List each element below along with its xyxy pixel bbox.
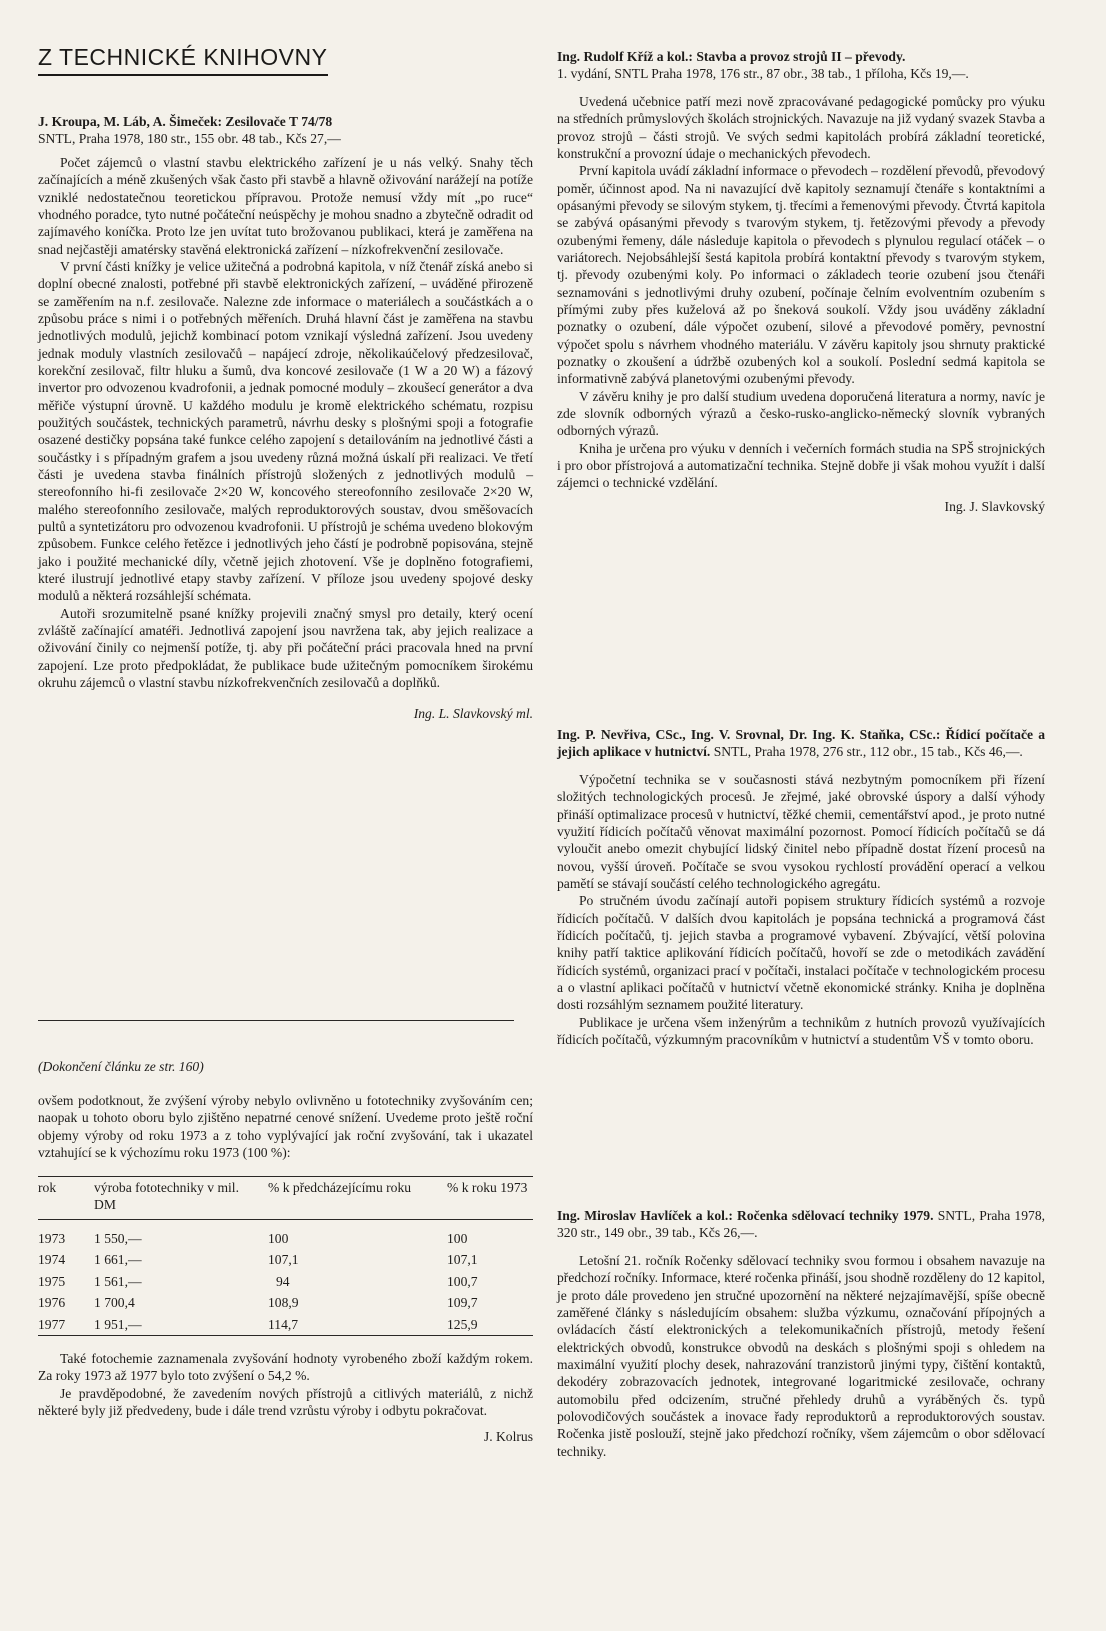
review-paragraph: První kapitola uvádí základní informace o převodech – rozdělení převodů, převodový poměr, účinnost apod. Na ni navazující dvě kapitoly seznamují čtenáře s kontaktními a opásanými převody se silovým stykem, tj. třecími a řemenovými převody. Čtvrtá kapitola se zabývá opásanými převody s tvarovým stykem, tj. řetězovými převody a převody ozubenými řemeny, dále následuje kapitola o převodech s plynulou regulací otáček – o variátorech. Nejobsáhlejší šestá kapitola probírá kontaktní převody s tvarovým stykem, tj. převody ozubenými koly. Po informaci o základech teorie ozubení jsou čtenáři seznamováni s jednotlivými druhy ozubení, počínaje čelním evolventním ozubením s přímými zuby přes kuželová až po šneková soukolí. Vždy jsou uváděny základní poznatky o ozubení, dále výpočet ozubení, silové a převodové poměry, pevnostní výpočet spolu s návrhem vhodného materiálu. V závěru kapitoly jsou shrnuty praktické poznatky o zkoušení a údržbě ozubených kol a soukolí. Poslední sedmá kapitola se informativně zabývá planetovými ozubenými převody. — [557, 163, 1045, 387]
table-cell: 1 951,— — [94, 1316, 142, 1332]
review-heading — [557, 48, 1045, 65]
table-header-cell: výroba fototechniky v mil. DM — [94, 1177, 268, 1220]
review-paragraph: Publikace je určena všem inženýrům a technikům z hutních provozů využívajících řídicích počítačů, výzkumným pracovníkům v hutnictví a studentům VŠ v tomto oboru. — [557, 1014, 1045, 1047]
table-row — [38, 1228, 533, 1250]
review-zesilovace — [38, 113, 533, 723]
review-authors-title: Ing. Rudolf Kříž a kol.: Stavba a provoz strojů II – převody. — [557, 49, 906, 64]
review-authors-title: Ing. Miroslav Havlíček a kol.: Ročenka sdělovací techniky 1979. — [557, 1208, 934, 1223]
continuation-paragraph: Také fotochemie zaznamenala zvyšování hodnoty vyrobeného zboží každým rokem. Za roky 1973 až 1977 bylo toto zvýšení o 54,2 %. — [38, 1351, 533, 1384]
continuation-intro: ovšem podotknout, že zvýšení výroby nebylo ovlivněno u fototechniky zvyšováním cen; naopak u tohoto oboru bylo zjištěno nepatrné cenové snížení. Uvedeme proto ještě roční objemy výroby od roku 1973 a z toho vyplývající jak roční zvyšování, tak i ukazatel vztahující se k výchozímu roku 1973 (100 %): — [38, 1093, 533, 1161]
review-ridici-pocitace — [557, 726, 1045, 1048]
review-rocenka — [557, 1207, 1045, 1460]
table-cell: 1975 — [38, 1273, 66, 1289]
review-signature: Ing. L. Slavkovský ml. — [413, 706, 533, 722]
review-paragraph: Uvedená učebnice patří mezi nově zpracovávané pedagogické pomůcky pro výuku na středních průmyslových školách strojnických. Navazuje na již vydaný svazek Stavba a provoz strojů – části strojů. Ve svých sedmi kapitolách probírá základní teoretické, konstrukční a provozní údaje o mechanických převodech. — [557, 93, 1045, 161]
table-cell: 1 700,4 — [94, 1295, 135, 1311]
table-header-cell: rok — [38, 1177, 94, 1220]
table-cell: 94 — [276, 1273, 290, 1289]
table-cell: 107,1 — [447, 1252, 478, 1268]
table-cell: 1976 — [38, 1295, 66, 1311]
review-signature: Ing. J. Slavkovský — [944, 498, 1045, 514]
table-cell: 109,7 — [447, 1295, 478, 1311]
review-paragraph: Autoři srozumitelně psané knížky projevili značný smysl pro detaily, který ocení zvláště začínající amatéři. Jednotlivá zapojení jsou navržena tak, aby jejich realizace a oživování činily co nejmenší potíže, tj. aby při počáteční práci pracovala hned na první zapojení. Lze proto předpokládat, že publikace bude užitečným pomocníkem širokému okruhu zájemců o vlastní stavbu nízkofrekvenčních zesilovačů a doplňků. — [38, 605, 533, 691]
table-row — [38, 1292, 533, 1314]
review-paragraph: Po stručném úvodu začínají autoři popisem struktury řídicích systémů a rozvoje řídicích počítačů. V dalších dvou kapitolách je popsána technická a programová část řídicích počítačů, tj. jejich stavba a programové vybavení. Zbývající, větší polovina knihy patří taktice aplikování řídicích počítačů, hovoří se zde o metodikách zavádění řídicích systémů, organizaci prací v počítači, instalaci počítače v technologickém procesu a o vlastní aplikaci počítačů v hutnictví včetně ekonomické stránky. Kniha je doplněna dosti rozsáhlým seznamem použité literatury. — [557, 893, 1045, 1013]
review-heading — [38, 113, 533, 130]
table-cell: 108,9 — [268, 1295, 299, 1311]
table-cell: 114,7 — [268, 1316, 299, 1332]
review-paragraph: V závěru knihy je pro další studium uvedena doporučená literatura a normy, navíc je zde slovník odborných výrazů a česko-rusko-anglicko-německý slovník vybraných odborných výrazů. — [557, 388, 1045, 439]
review-publication: SNTL, Praha 1978, 180 str., 155 obr. 48 tab., Kčs 27,— — [38, 131, 341, 147]
review-stavba-strojů — [557, 48, 1045, 515]
table-cell: 1977 — [38, 1316, 66, 1332]
table-cell: 100,7 — [447, 1273, 478, 1289]
table-row — [38, 1314, 533, 1336]
continuation-article — [38, 1092, 533, 1445]
continuation-label: (Dokončení článku ze str. 160) — [38, 1059, 204, 1074]
review-paragraph: Počet zájemců o vlastní stavbu elektrického zařízení je u nás velký. Snahy těch začínajících a méně zkušených však často při stavbě a hlavně oživování narážejí na potíže vzniklé nedostatečnou teoretickou přípravou. Protože nemusí vždy mít „po ruce“ vhodného poradce, tyto nutné počáteční neúspěchy je mohou snadno a zbytečně odradit od zajímavého koníčka. Proto lze jen uvítat tuto brožovanou publikaci, která je zaměřena na snad nejčastěji amatérsky stavěná elektronická zařízení – nízkofrekvenční zesilovače. — [38, 154, 533, 257]
table-cell: 100 — [268, 1230, 289, 1246]
review-heading — [557, 726, 1045, 761]
review-paragraph: Výpočetní technika se v současnosti stává nezbytným pomocníkem při řízení složitých technologických procesů. Je zřejmé, jaké obrovské úspory a další výhody přináší optimalizace procesů v hutnictví, těžké chemii, cementářství apod., je proto nutné využití řídicích počítačů věnovat maximální pozornost. Pomocí řídicích počítačů se dá vyloučit anebo omezit chybující lidský činitel nebo případně dostat řízení procesů na novou, vyšší úroveň. Počítače se svou vysokou rychlostí provádění operací a velkou pamětí se stávají součástí celého technologického agregátu. — [557, 771, 1045, 891]
table-cell: 1973 — [38, 1230, 66, 1246]
review-publication: SNTL, Praha 1978, 320 str., 149 obr., 39 tab., Kčs 26,—. — [557, 1208, 1046, 1241]
review-publication: 1. vydání, SNTL Praha 1978, 176 str., 87 obr., 38 tab., 1 příloha, Kčs 19,—. — [557, 66, 969, 82]
table-header-cell: % k roku 1973 — [447, 1177, 533, 1220]
review-paragraph: Letošní 21. ročník Ročenky sdělovací techniky svou formou i obsahem navazuje na předchozí ročníky. Informace, které ročenka přináší, jsou shodně rozděleny do 12 kapitol, je proto dále provedeno jen stručné upozornění na některé nejzajímavější, spíše obecně zaměřené články s následujícím obsahem: služba výzkumu, označování přípojných a ovládacích částí elektronických a telekomunikačních přístrojů, metody řešení elektrických obvodů, konstrukce obvodů na deskách s plošnými spoji s ohledem na maximální využití plochy desek, nahrazování tranzistorů jinými typy, čištění kontaktů, dekodéry zobrazovacích jednotek, integrované logaritmické zesilovače, ochrany automobilu před odcizením, stručné přehledy druhů a vyráběných čs. typů polovodičových součástek a inovace řady reproduktorů a reproduktorových soustav. Ročenka jistě poslouží, stejně jako předchozí ročníky, všem zájemcům o obor sdělovací techniky. — [557, 1252, 1045, 1459]
review-authors-title: J. Kroupa, M. Láb, A. Šimeček: Zesilovače T 74/78 — [38, 114, 333, 129]
review-publication: SNTL, Praha 1978, 276 str., 112 obr., 15 tab., Kčs 46,—. — [713, 744, 1023, 760]
review-heading — [557, 1207, 1045, 1242]
divider — [38, 1020, 514, 1021]
continuation-signature: J. Kolrus — [483, 1428, 533, 1444]
section-title: Z TECHNICKÉ KNIHOVNY — [38, 44, 328, 76]
review-paragraph: V první části knížky je velice užitečná a podrobná kapitola, v níž čtenář získá anebo si doplní obecné znalosti, potřebné při stavbě elektronických zařízení, – uváděné přirozeně se zaměřením na n.f. zesilovače. Nalezne zde informace o materiálech a součástkách a o způsobu práce s nimi i o potřebných měřeních. Druhá hlavní část je zaměřena na stavbu jednotlivých modulů, jejichž kombinací potom vznikají výsledná zařízení. Jsou uvedeny jednak moduly vlastních zesilovačů – napájecí zdroje, několikaúčelový předzesilovač, korekční zesilovač, filtr hluku a šumů, dva koncové zesilovače (1 W a 20 W) a fázový invertor pro odvozenou kvadrofonii, a jednak pomocné moduly – zkoušecí generátor a dva měřiče výstupní úrovně. U každého modulu je kromě elektrického schématu, rozpisu použitých součástek, technických parametrů, návrhu desky s plošnými spoji a fotografie osazené destičky popsána také funkce celého zapojení s detailováním na jednotlivé části a součástky i s případným grafem a jsou uvedeny různá možná úskalí při realizaci. Ve třetí části je uvedena stavba finálních přístrojů složených z jednotlivých modulů – stereofonního hi-fi zesilovače 2×20 W, koncového stereofonního zesilovače 2×20 W, malého stereofonního zesilovače, malých reproduktorových soustav, dvou směšovacích pultů a syntetizátoru pro odvozenou kvadrofonii. U přístrojů je schéma uvedeno blokovým způsobem. Funkce celého řetězce i jednotlivých jeho částí je podrobně popisována, stejně jako i použité mechanické díly, včetně jejich zhotovení. Vše je doplněno fotografiemi, které ilustrují jednotlivé etapy stavby zařízení. V příloze jsou uvedeny spojové desky modulů a některá rozsáhlejší schémata. — [38, 258, 533, 604]
table-cell: 1 661,— — [94, 1252, 142, 1268]
table-row — [38, 1249, 533, 1271]
table-cell: 1974 — [38, 1252, 66, 1268]
production-table — [38, 1177, 533, 1337]
table-cell: 1 561,— — [94, 1273, 142, 1289]
table-cell: 1 550,— — [94, 1230, 142, 1246]
table-cell: 100 — [447, 1230, 468, 1246]
continuation-paragraph: Je pravděpodobné, že zavedením nových přístrojů a citlivých materiálů, z nichž některé byly již předvedeny, bude i dále trend vzrůstu výroby i odbytu pokračovat. — [38, 1385, 533, 1419]
review-paragraph: Kniha je určena pro výuku v denních i večerních formách studia na SPŠ strojnických i pro obor přístrojová a automatizační technika. Stejně dobře ji však mohou využít i další zájemci o technické vzdělání. — [557, 440, 1045, 491]
table-row — [38, 1271, 533, 1293]
table-cell: 125,9 — [447, 1316, 478, 1332]
table-cell: 107,1 — [268, 1252, 299, 1268]
review-authors-title: Ing. P. Nevřiva, CSc., Ing. V. Srovnal, Dr. Ing. K. Staňka, CSc.: Řídicí počítače a jejich aplikace v hutnictví. — [557, 727, 1045, 760]
table-header-cell: % k předcházejícímu roku — [268, 1177, 447, 1220]
